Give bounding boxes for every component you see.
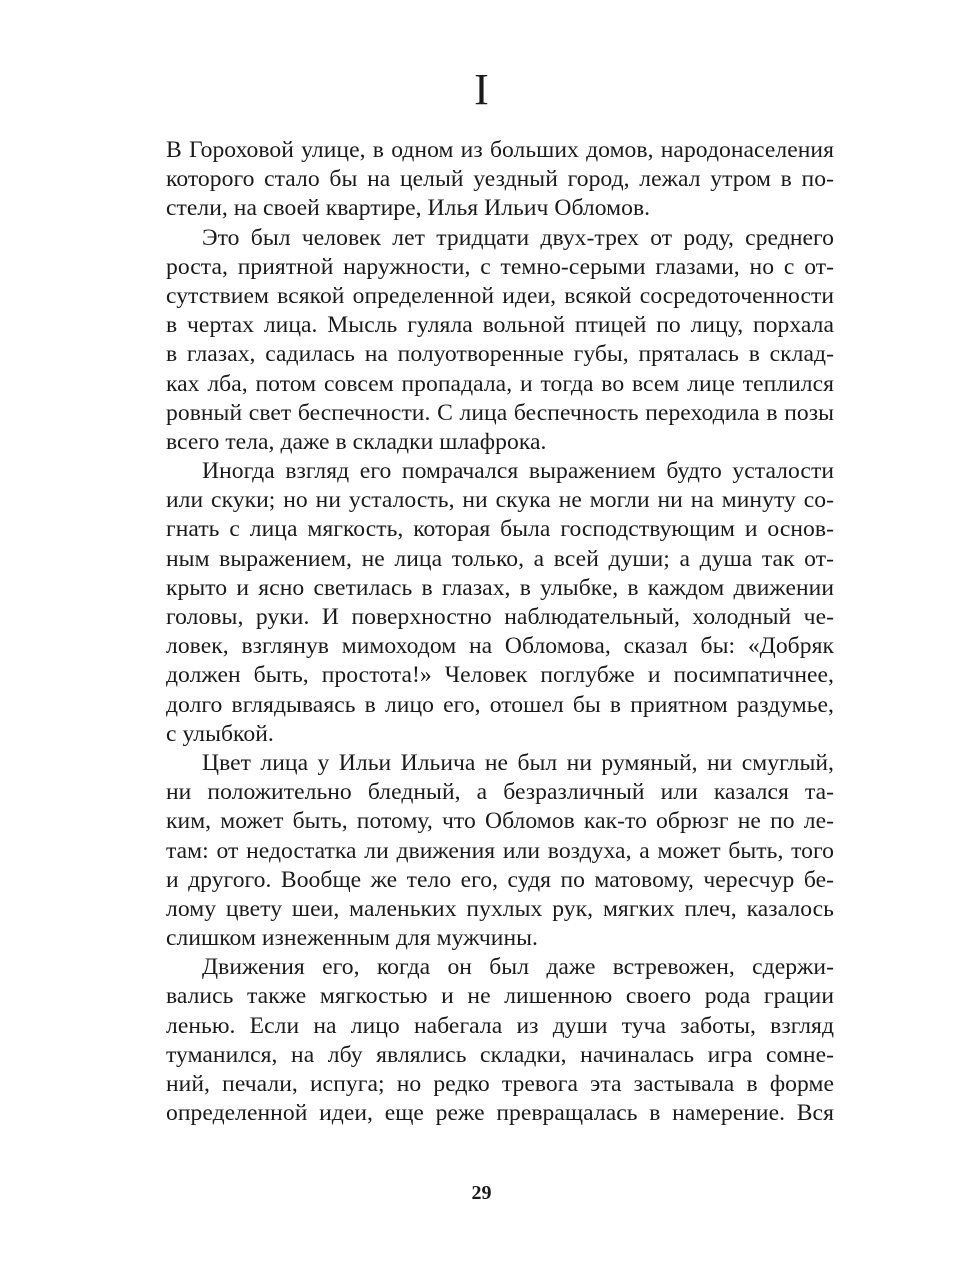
text-line: ровный свет беспечности. С лица беспечность переходила в позы	[166, 399, 834, 426]
text-line: всего тела, даже в складки шлафрока.	[166, 428, 547, 455]
text-line: в чертах лица. Мысль гуляла вольной птицей по лицу, порхала	[166, 312, 834, 339]
text-line: гнать с лица мягкость, которая была господствующим и основ-	[166, 516, 834, 543]
text-line: сутствием всякой определенной идеи, всякой сосредоточенности	[166, 282, 834, 309]
text-line: ным выражением, не лица только, а всей души; а душа так от-	[166, 545, 834, 572]
text-line: В Гороховой улице, в одном из больших домов, народонаселения	[166, 137, 834, 163]
text-line: ни положительно бледный, а безразличный или казался та-	[166, 779, 834, 806]
text-line: должен быть, простота!» Человек поглубже и посимпатичнее,	[166, 662, 834, 689]
text-line: определенной идеи, еще реже превращалась в намерение. Вся	[166, 1100, 834, 1127]
text-line: в глазах, садилась на полуотворенные губы, пряталась в склад-	[166, 341, 834, 368]
text-line: Это был человек лет тридцати двух-трех от роду, среднего	[202, 224, 834, 251]
text-line: ловек, взглянув мимоходом на Обломова, сказал бы: «Добряк	[166, 633, 834, 660]
text-line: лому цвету шеи, маленьких пухлых рук, мягких плеч, казалось	[166, 895, 834, 922]
text-line: там: от недостатка ли движения или воздуха, а может быть, того	[166, 837, 834, 864]
text-line: и другого. Вообще же тело его, судя по матовому, чересчур бе-	[166, 866, 834, 893]
text-line: роста, приятной наружности, с темно-серыми глазами, но с от-	[166, 253, 834, 280]
text-line: ний, печали, испуга; но редко тревога эта застывала в форме	[166, 1071, 834, 1097]
text-line: ленью. Если на лицо набегала из души туча заботы, взгляд	[166, 1012, 834, 1039]
text-line: Иногда взгляд его помрачался выражением будто усталости	[202, 458, 834, 485]
text-line: с улыбкой.	[166, 720, 274, 747]
text-line: крыто и ясно светилась в глазах, в улыбке, в каждом движении	[166, 574, 834, 601]
text-line: ким, может быть, потому, что Обломов как-то обрюзг не по ле-	[166, 808, 834, 835]
text-line: Движения его, когда он был даже встревожен, сдержи-	[202, 954, 834, 981]
text-line: или скуки; но ни усталость, ни скука не могли ни на минуту со-	[166, 487, 834, 514]
text-line: стели, на своей квартире, Илья Ильич Обломов.	[166, 195, 651, 222]
chapter-number: I	[474, 65, 489, 114]
text-line: головы, руки. И поверхностно наблюдательный, холодный че-	[166, 604, 834, 630]
text-line: ках лба, потом совсем пропадала, и тогда во всем лице теплился	[166, 370, 834, 397]
text-line: которого стало бы на целый уездный город, лежал утром в по-	[166, 166, 834, 193]
text-line: Цвет лица у Ильи Ильича не был ни румяный, ни смуглый,	[202, 749, 834, 776]
text-line: слишком изнеженным для мужчины.	[166, 925, 538, 952]
text-line: долго вглядываясь в лицо его, отошел бы в приятном раздумье,	[166, 691, 834, 718]
text-line: вались также мягкостью и не лишенною своего рода грации	[166, 983, 834, 1010]
text-line: туманился, на лбу являлись складки, начиналась игра сомне-	[166, 1041, 834, 1068]
page-number: 29	[471, 1182, 492, 1204]
body-text	[166, 136, 834, 1128]
